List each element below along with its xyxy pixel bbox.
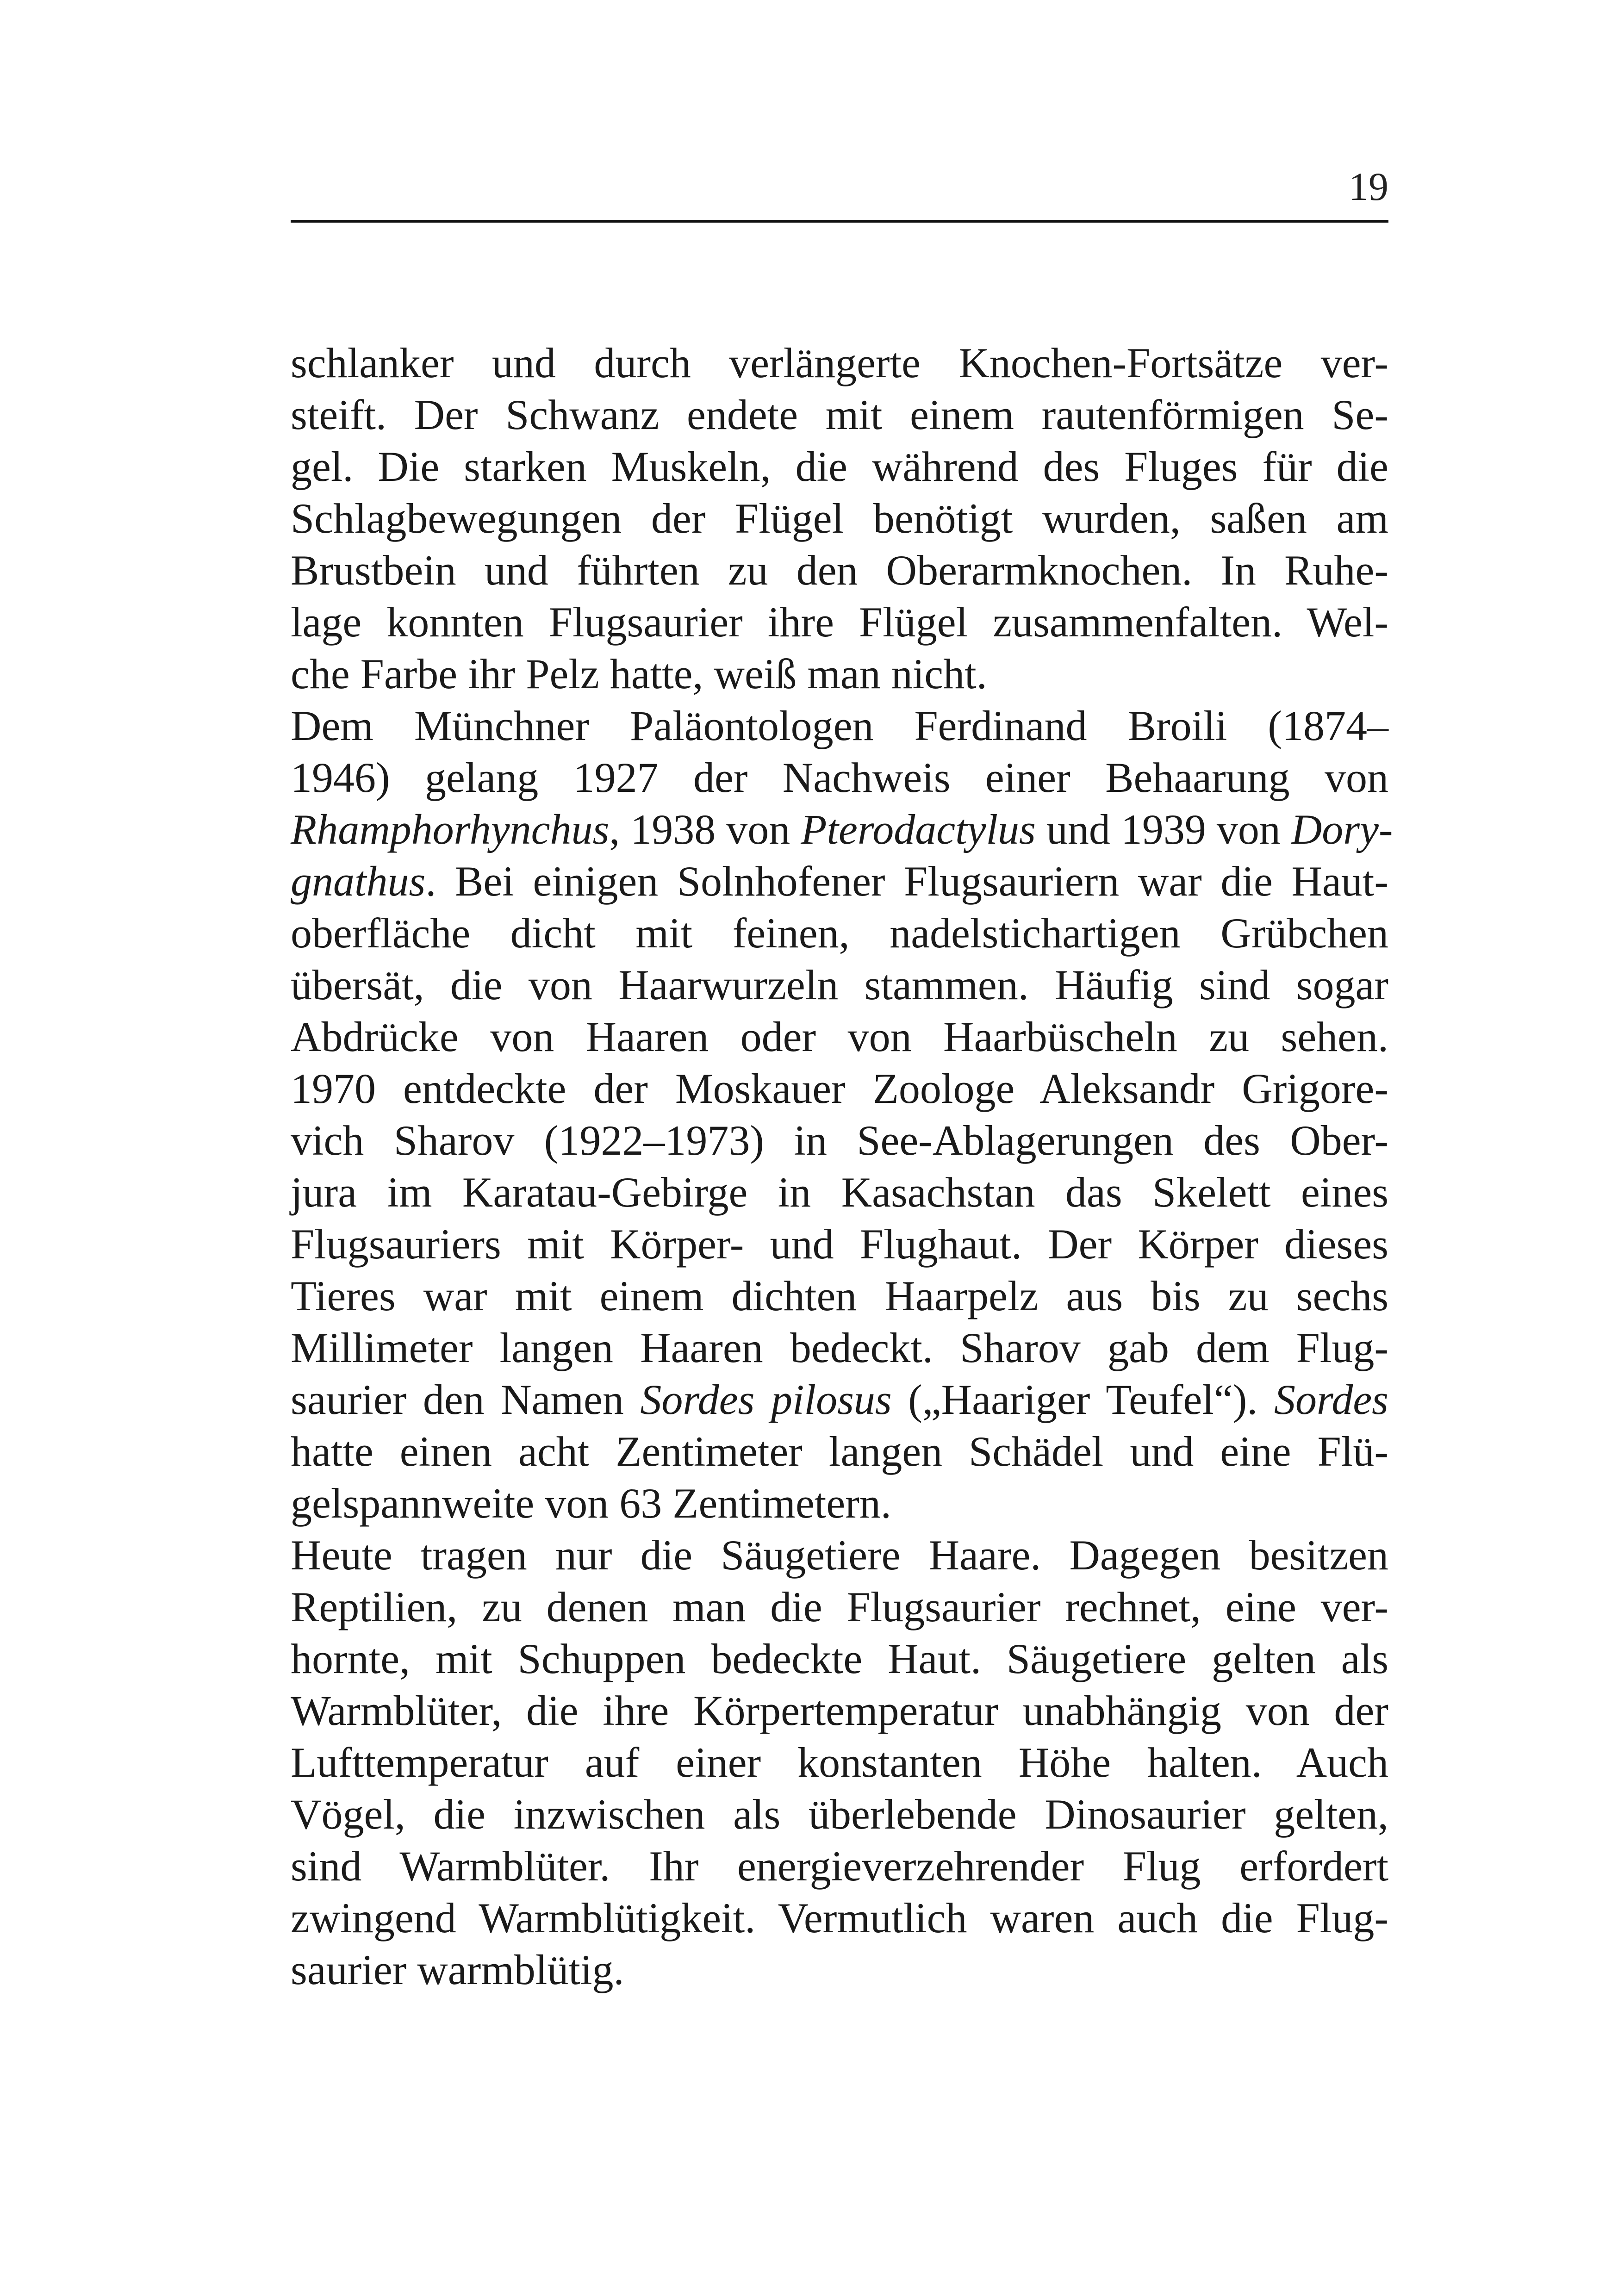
text-segment: Tieres war mit einem dichten Haarpelz aus bis zu sechs	[291, 1272, 1388, 1319]
text-line	[291, 441, 1388, 492]
text-segment: saurier den Namen	[291, 1376, 641, 1423]
text-line	[291, 1374, 1388, 1425]
page-number: 19	[1349, 164, 1388, 209]
text-line	[291, 337, 1388, 389]
italic-term: Sordes pilosus	[640, 1376, 892, 1423]
text-segment: Warmblüter, die ihre Körpertemperatur unabhängig von der	[291, 1687, 1388, 1734]
italic-term: Sordes	[1274, 1376, 1388, 1423]
text-segment: Dem Münchner Paläontologen Ferdinand Broili (1874–	[291, 702, 1388, 749]
text-segment: 1970 entdeckte der Moskauer Zoologe Aleksandr Grigore-	[291, 1065, 1388, 1112]
text-segment: hatte einen acht Zentimeter langen Schädel und eine Flü-	[291, 1428, 1388, 1475]
text-segment: saurier warmblütig.	[291, 1946, 624, 1993]
text-line	[291, 907, 1388, 959]
text-line	[291, 544, 1388, 596]
text-segment: übersät, die von Haarwurzeln stammen. Häufig sind sogar	[291, 961, 1388, 1008]
text-segment: Vögel, die inzwischen als überlebende Dinosaurier gelten,	[291, 1791, 1388, 1838]
text-line	[291, 492, 1388, 544]
text-segment: hornte, mit Schuppen bedeckte Haut. Säugetiere gelten als	[291, 1635, 1388, 1682]
body-text	[291, 337, 1393, 1996]
text-segment: Flugsauriers mit Körper- und Flughaut. Der Körper dieses	[291, 1220, 1388, 1268]
text-line	[291, 389, 1388, 441]
text-segment: und 1939 von	[1035, 806, 1291, 853]
text-segment: , 1938 von	[609, 806, 801, 853]
paragraph	[291, 700, 1393, 1529]
italic-term: gnathus	[291, 858, 426, 905]
text-line	[291, 1477, 1388, 1529]
text-line	[291, 1840, 1388, 1892]
text-segment: Lufttemperatur auf einer konstanten Höhe halten. Auch	[291, 1739, 1388, 1786]
text-line	[291, 1425, 1388, 1477]
text-line	[291, 803, 1393, 855]
text-line	[291, 1892, 1388, 1944]
text-segment: Millimeter langen Haaren bedeckt. Sharov gab dem Flug-	[291, 1324, 1388, 1371]
text-line	[291, 1166, 1388, 1218]
text-segment: Brustbein und führten zu den Oberarmknochen. In Ruhe-	[291, 547, 1388, 594]
text-line	[291, 1270, 1388, 1322]
text-segment: lage konnten Flugsaurier ihre Flügel zusammenfalten. Wel-	[291, 598, 1388, 646]
text-segment: („Haariger Teufel“).	[891, 1376, 1274, 1423]
text-segment: Heute tragen nur die Säugetiere Haare. Dagegen besitzen	[291, 1531, 1388, 1579]
text-line	[291, 1944, 1388, 1996]
text-segment: zwingend Warmblütigkeit. Vermutlich waren auch die Flug-	[291, 1894, 1388, 1941]
text-line	[291, 1114, 1388, 1166]
text-line	[291, 700, 1388, 752]
text-segment: Reptilien, zu denen man die Flugsaurier rechnet, eine ver-	[291, 1583, 1388, 1630]
text-segment: schlanker und durch verlängerte Knochen-Fortsätze ver-	[291, 339, 1388, 386]
paragraph	[291, 337, 1388, 700]
text-segment: Abdrücke von Haaren oder von Haarbüscheln zu sehen.	[291, 1013, 1388, 1060]
text-line	[291, 855, 1388, 907]
italic-term: Dory-	[1291, 806, 1393, 853]
italic-term: Pterodactylus	[801, 806, 1036, 853]
text-segment: sind Warmblüter. Ihr energieverzehrender Flug erfordert	[291, 1842, 1388, 1890]
text-segment: . Bei einigen Solnhofener Flugsauriern war die Haut-	[425, 858, 1388, 905]
text-line	[291, 596, 1388, 648]
text-line	[291, 1736, 1388, 1788]
page-header	[291, 162, 1388, 225]
text-line	[291, 1322, 1388, 1374]
text-line	[291, 1529, 1388, 1581]
text-line	[291, 959, 1388, 1011]
text-line	[291, 752, 1388, 803]
text-segment: steift. Der Schwanz endete mit einem rautenförmigen Se-	[291, 391, 1388, 438]
text-line	[291, 1218, 1388, 1270]
text-line	[291, 1685, 1388, 1736]
text-line	[291, 648, 1388, 700]
text-segment: oberfläche dicht mit feinen, nadelstichartigen Grübchen	[291, 909, 1388, 957]
text-segment: gelspannweite von 63 Zentimetern.	[291, 1480, 891, 1527]
text-line	[291, 1063, 1388, 1114]
text-segment: jura im Karatau-Gebirge in Kasachstan das Skelett eines	[291, 1169, 1388, 1216]
text-line	[291, 1633, 1388, 1685]
text-line	[291, 1788, 1388, 1840]
paragraph	[291, 1529, 1388, 1996]
text-line	[291, 1581, 1388, 1633]
text-segment: 1946) gelang 1927 der Nachweis einer Behaarung von	[291, 754, 1388, 801]
text-segment: gel. Die starken Muskeln, die während des Fluges für die	[291, 443, 1388, 490]
header-rule	[291, 220, 1388, 223]
italic-term: Rhamphorhynchus	[291, 806, 610, 853]
text-line	[291, 1011, 1388, 1063]
text-segment: vich Sharov (1922–1973) in See-Ablagerungen des Ober-	[291, 1117, 1388, 1164]
text-segment: Schlagbewegungen der Flügel benötigt wurden, saßen am	[291, 495, 1388, 542]
text-segment: che Farbe ihr Pelz hatte, weiß man nicht.	[291, 650, 987, 697]
